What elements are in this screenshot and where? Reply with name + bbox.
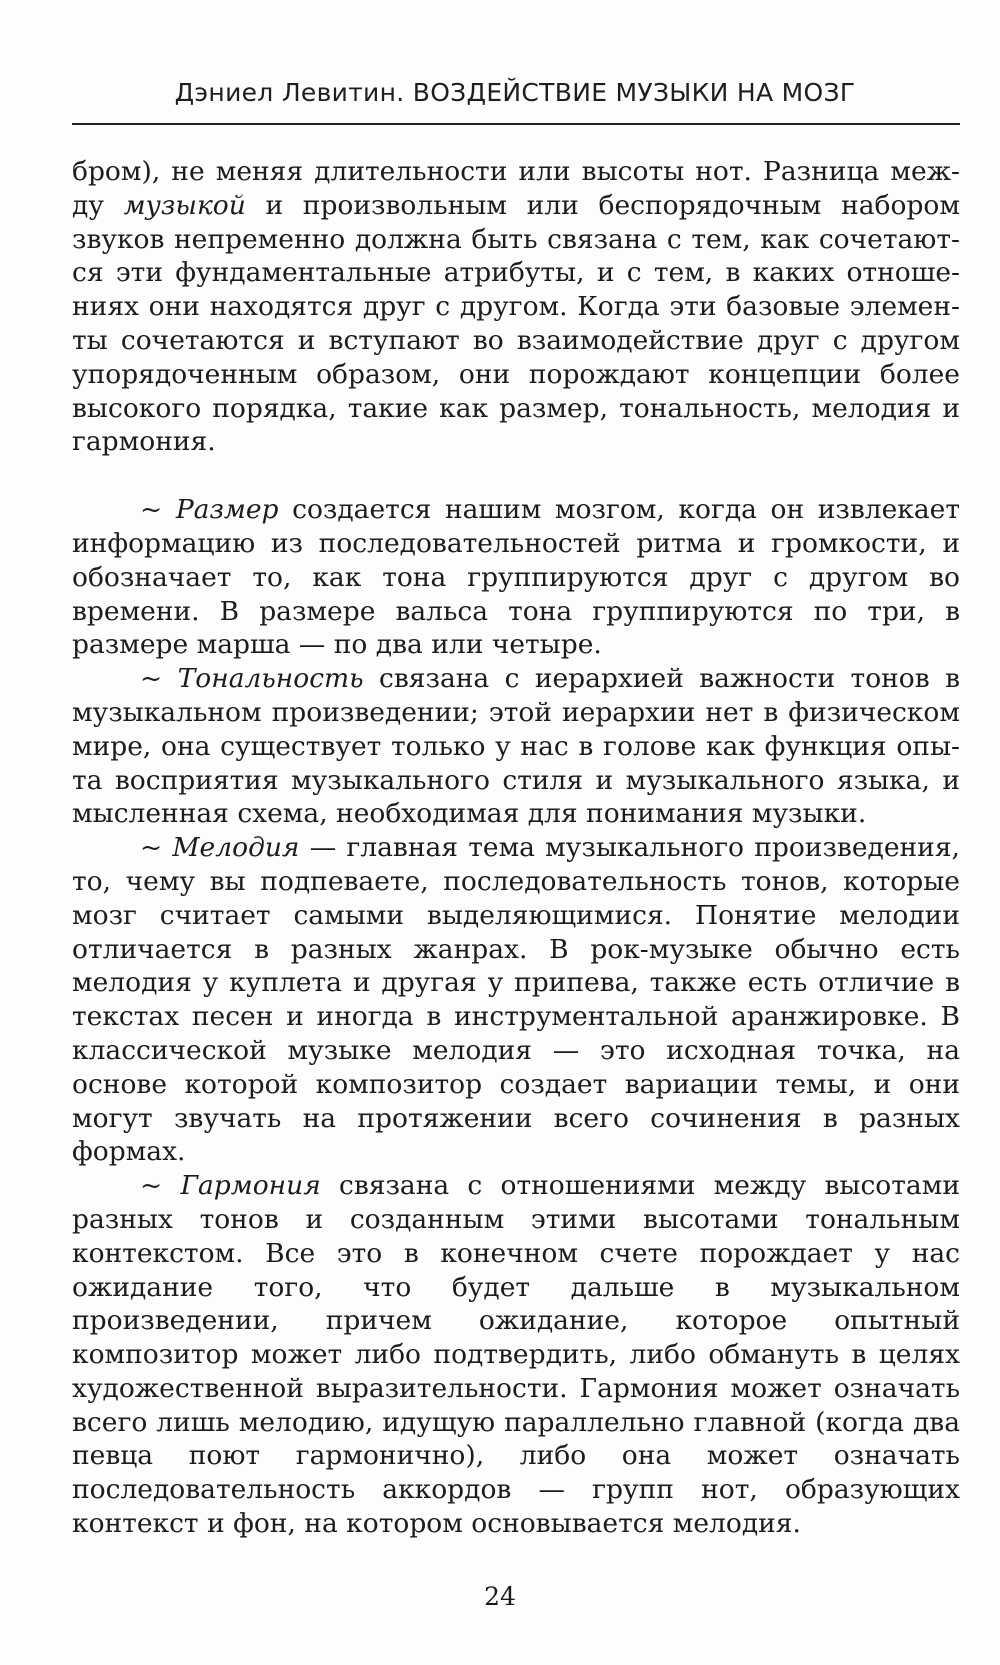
list-marker: ~ [140,494,176,526]
list-marker: ~ [140,832,173,864]
paragraph-harmony [72,1169,960,1541]
term-tonality: Тональность [177,663,364,695]
term-meter: Размер [175,494,279,526]
term-melody: Мелодия [172,832,300,864]
harmony-text: связана с отношениями между высотами разных тонов и созданным этими высотами тональным контекстом. Все это в конечном счете порождает у нас ожидание того, что будет дальше в музыкальном произведении, причем ожидание, которое опытный композитор может либо подтвердить, либо обмануть в целях художественной выразительности. Гармония может означать всего лишь мелодию, идущую параллельно главной (когда два певца поют гармонично), либо она может означать последовательность аккордов — групп нот, образующих контекст и фон, на котором основывается мелодия. [72,1170,960,1540]
emphasis-music: музыкой [123,189,246,221]
paragraph-intro [72,155,960,459]
paragraph-intro-part2: и произвольным или беспорядочным набором звуков непременно должна быть связана с тем, как сочетаются эти фундаментальные атрибуты, и с тем, в каких отношениях они находятся друг с другом. Когда эти базовые элементы сочетаются и вступают во взаимодействие друг с другом упорядоченным образом, они порождают концепции более высокого порядка, такие как размер, тональность, мелодия и гармония. [72,189,960,458]
paragraph-intro-part1: бром), не меняя длительности или высоты нот. Разница между [72,156,960,221]
paragraph-meter [72,493,960,662]
paragraph-tonality [72,662,960,831]
melody-text: — главная тема музыкального произведения, то, чему вы подпеваете, последовательность тонов, которые мозг считает самыми выделяющимися. Понятие мелодии отличается в разных жанрах. В рок-музыке обычно есть мелодия у куплета и другая у припева, также есть отличие в текстах песен и иногда в инструментальной аранжировке. В классической музыке мелодия — это исходная точка, на основе которой композитор создает вариации темы, и они могут звучать на протяжении всего сочинения в разных формах. [72,832,960,1168]
tonality-text: связана с иерархией важности тонов в музыкальном произведении; этой иерархии нет в физическом мире, она существует только у нас в голове как функция опыта восприятия музыкального стиля и музыкального языка, и мысленная схема, необходимая для понимания музыки. [72,663,960,830]
list-marker: ~ [140,663,178,695]
list-marker: ~ [140,1170,181,1202]
page-body [72,155,960,1541]
paragraph-melody [72,831,960,1169]
term-harmony: Гармония [180,1170,321,1202]
header-rule [72,123,960,125]
page-number: 24 [484,1582,516,1611]
running-header: Дэниел Левитин. ВОЗДЕЙСТВИЕ МУЗЫКИ НА МОЗГ [174,78,856,107]
meter-text: создается нашим мозгом, когда он извлекает информацию из последовательностей ритма и громкости, и обозначает то, как тона группируются друг с другом во времени. В размере вальса тона группируются по три, в размере марша — по два или четыре. [72,494,960,661]
